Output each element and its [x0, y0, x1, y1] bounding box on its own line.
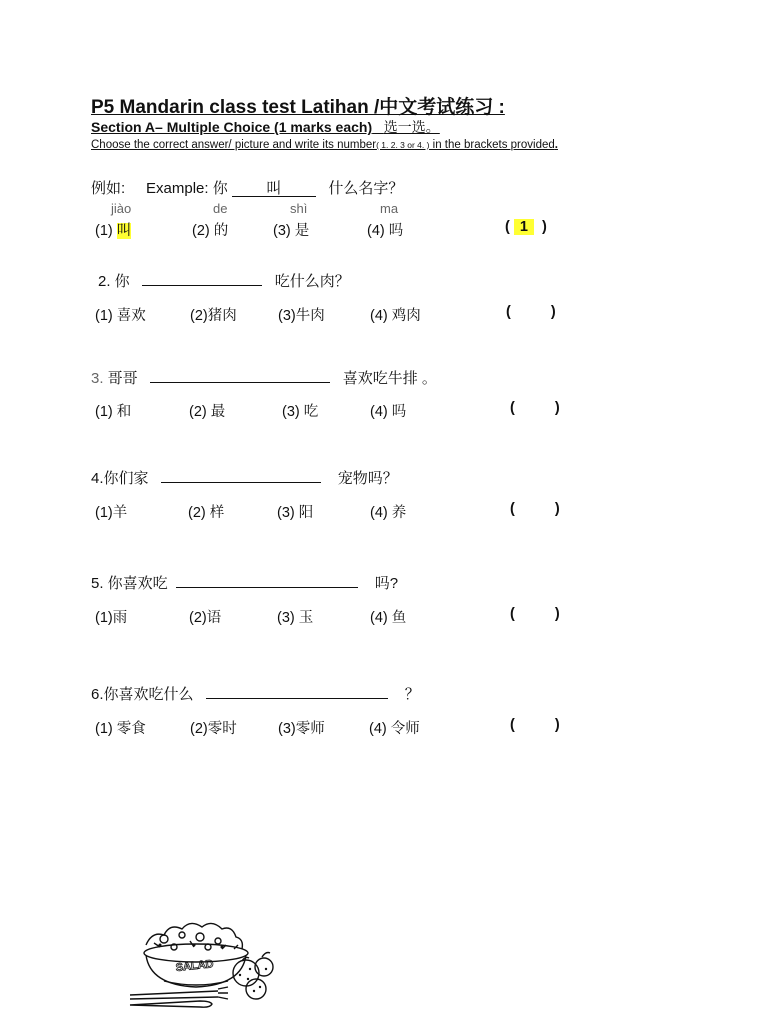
- bracket-open: (: [510, 501, 515, 517]
- question-4-prefix: 4.你们家: [91, 470, 149, 487]
- bracket-close: ): [541, 219, 547, 235]
- instruction-main: Choose the correct answer/ picture and write its number: [91, 139, 377, 151]
- example-question: [91, 177, 403, 198]
- question-6-prefix: 6.你喜欢吃什么: [91, 686, 194, 703]
- example-option-4: (4) 吗: [367, 223, 404, 239]
- question-2-option-2: (2)猪肉: [190, 308, 237, 324]
- question-3-prefix: 哥哥: [103, 370, 138, 387]
- question-3-option-1: (1) 和: [95, 404, 132, 420]
- salad-bowl-illustration: [124, 915, 284, 1015]
- question-4-blank[interactable]: [161, 468, 321, 483]
- question-2-option-4: (4) 鸡肉: [370, 308, 421, 324]
- question-2-blank[interactable]: [142, 271, 262, 286]
- bracket-open: (: [506, 304, 511, 320]
- question-6: [91, 683, 420, 704]
- section-title-cn: 选一选。: [383, 119, 440, 135]
- question-3-option-3: (3) 吃: [282, 404, 319, 420]
- question-6-option-2: (2)零时: [190, 721, 237, 737]
- question-4-option-1: (1)羊: [95, 505, 128, 521]
- page-title: P5 Mandarin class test Latihan /中文考试练习 :: [91, 97, 505, 118]
- section-title: Section A– Multiple Choice (1 marks each): [91, 119, 373, 135]
- question-5-blank[interactable]: [176, 573, 358, 588]
- question-3-suffix: 喜欢吃牛排 。: [342, 370, 437, 387]
- bracket-close: ): [554, 606, 560, 622]
- question-3-number: 3.: [91, 370, 104, 387]
- question-5-prefix: 5. 你喜欢吃: [91, 575, 168, 592]
- question-3-option-4: (4) 吗: [370, 404, 407, 420]
- bracket-close: ): [554, 400, 560, 416]
- question-5: [91, 572, 398, 593]
- question-5-option-3: (3) 玉: [277, 610, 314, 626]
- question-6-blank[interactable]: [206, 684, 388, 699]
- bracket-open: (: [510, 400, 515, 416]
- example-answer: 1: [514, 219, 534, 235]
- question-2-suffix: 吃什么肉？: [274, 273, 350, 290]
- question-2-answer-bracket[interactable]: [506, 304, 556, 320]
- example-label-en: Example:: [146, 180, 209, 197]
- question-3-blank[interactable]: [150, 368, 330, 383]
- question-2-option-1: (1) 喜欢: [95, 308, 146, 324]
- question-5-option-1: (1)雨: [95, 610, 128, 626]
- question-6-option-4: (4) 令师: [369, 721, 420, 737]
- example-post: 什么名字？: [328, 180, 404, 197]
- bracket-open: (: [510, 717, 515, 733]
- example-blank-answer: 叫: [266, 180, 282, 197]
- question-5-option-2: (2)语: [189, 610, 222, 626]
- question-4-option-4: (4) 养: [370, 505, 407, 521]
- bracket-close: ): [554, 717, 560, 733]
- example-answer-bracket: [505, 219, 547, 235]
- question-3: [91, 367, 437, 388]
- question-4-suffix: 宠物吗？: [337, 470, 398, 487]
- bracket-close: ): [554, 501, 560, 517]
- question-6-option-1: (1) 零食: [95, 721, 146, 737]
- question-6-suffix: ？: [404, 686, 420, 703]
- example-option-2: (2) 的: [192, 223, 229, 239]
- example-option-1: [95, 219, 131, 240]
- pinyin-4: ma: [380, 201, 399, 216]
- question-5-option-4: (4) 鱼: [370, 610, 407, 626]
- question-3-answer-bracket[interactable]: [510, 400, 560, 416]
- question-4: [91, 467, 398, 488]
- question-2: [98, 270, 350, 291]
- bracket-close: ): [550, 304, 556, 320]
- question-5-answer-bracket[interactable]: [510, 606, 560, 622]
- instruction-choices: ( 1. 2. 3 or 4. ): [376, 140, 430, 150]
- question-2-prefix: 2. 你: [98, 273, 130, 290]
- question-6-answer-bracket[interactable]: [510, 717, 560, 733]
- question-5-suffix: 吗?: [374, 575, 399, 592]
- question-2-option-3: (3)牛肉: [278, 308, 325, 324]
- example-label: 例如:: [91, 180, 126, 197]
- pinyin-3: shì: [290, 201, 308, 216]
- instruction: [91, 139, 558, 151]
- example-option-1-num: (1): [95, 223, 113, 239]
- pinyin-2: de: [213, 201, 228, 216]
- question-4-option-2: (2) 样: [188, 505, 225, 521]
- question-4-option-3: (3) 阳: [277, 505, 314, 521]
- example-option-3: (3) 是: [273, 223, 310, 239]
- example-blank: [232, 182, 316, 197]
- question-6-option-3: (3)零师: [278, 721, 325, 737]
- example-pre: 你: [212, 180, 228, 197]
- instruction-period: .: [554, 139, 558, 151]
- example-option-1-text: 叫: [116, 223, 132, 239]
- question-4-answer-bracket[interactable]: [510, 501, 560, 517]
- section-heading: [91, 117, 440, 137]
- pinyin-1: jiào: [111, 201, 132, 216]
- instruction-end: in the brackets provided: [429, 139, 555, 151]
- bracket-open: (: [505, 219, 510, 235]
- question-3-option-2: (2) 最: [189, 404, 226, 420]
- salad-label: SALAD: [175, 958, 215, 975]
- bracket-open: (: [510, 606, 515, 622]
